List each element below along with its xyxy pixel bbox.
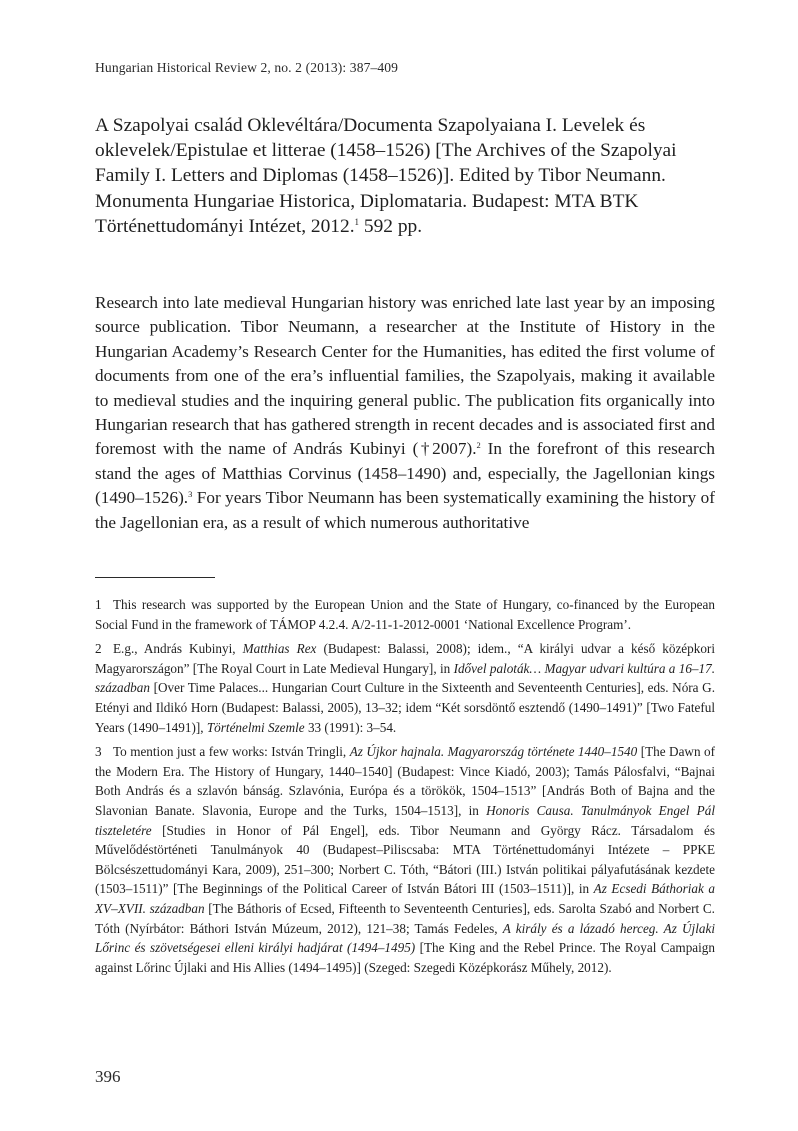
review-page-count: 592 pp. [359, 215, 423, 237]
body-text-segment: In the forefront of this research stand the ages of Matthias Corvinus (1458–1490) and, especially, the Jagellonian kings (1490–1526). [95, 439, 715, 508]
body-paragraph [95, 291, 715, 535]
footnote-italic-title: Idővel paloták… Magyar udvari kultúra a 16–17. században [95, 660, 715, 696]
footnote-number: 3 [95, 744, 102, 760]
footnote-text: E.g., András Kubinyi, [113, 641, 243, 657]
footnote-text: [The Dawn of the Modern Era. The History of Hungary, 1440–1540] (Budapest: Vince Kiadó, 2003); Tamás Pálosfalvi, “Bajnai Both András és a szlavón bánság. Szlavónia, Európa és a törökök, 1504–1513” [András Both of Bajna and the Slavonian Banate. Slavonia, Europe and the Turks, 1504–1513], in [95, 744, 716, 818]
footnote-text: This research was supported by the European Union and the State of Hungary, co-financed by the European Social Fund in the framework of TÁMOP 4.2.4. A/2-11-1-2012-0001 ‘National Excellence Program’. [95, 597, 715, 632]
footnote-text: 33 (1991): 3–54. [304, 719, 397, 735]
footnote-1 [95, 595, 715, 634]
footnote-2 [95, 639, 715, 737]
footnote-text: (Budapest: Balassi, 2008); idem., “A királyi udvar a késő középkori Magyarországon” [The Royal Court in Late Medieval Hungary], in [95, 641, 715, 676]
page-number: 396 [95, 1067, 121, 1086]
running-header: Hungarian Historical Review 2, no. 2 (2013): 387–409 [95, 60, 399, 75]
footnote-italic-title: A király és a lázadó herceg. Az Újlaki Lőrinc és szövetségesei elleni királyi hadjárat (1494–1495) [95, 920, 715, 956]
footnote-text: [Studies in Honor of Pál Engel], eds. Tibor Neumann and György Rácz. Társadalom és Művelődéstörténeti Tanulmányok 40 (Budapest–Piliscsaba: MTA Történettudományi Intézete – PPKE Bölcsészettudományi Kara, 2009), 251–300; Norbert C. Tóth, “Bátori (III.) István politikai pályafutásának kezdete (1503–1511)” [The Beginnings of the Political Career of István Bátori III (1503–1511)], in [95, 822, 715, 897]
body-text-segment: For years Tibor Neumann has been systematically examining the history of the Jagellonian era, as a result of which numerous authoritative [95, 488, 715, 532]
footnote-text: [Over Time Palaces... Hungarian Court Culture in the Sixteenth and Seventeenth Centuries], eds. Nóra G. Etényi and Ildikó Horn (Budapest: Balassi, 2005), 13–32; idem “Két sorsdöntő esztendő (1490–1491)” [Two Fateful Years (1490–1491)], [95, 680, 715, 735]
footnote-ref-2[interactable]: 2 [476, 440, 481, 451]
review-title-text: A Szapolyai család Oklevéltára/Documenta Szapolyaiana I. Levelek és oklevelek/Epistulae et litterae (1458–1526) [The Archives of the Szapolyai Family I. Letters and Diplomas (1458–1526)]. Edited by Tibor Neumann. Monumenta Hungariae Historica, Diplomataria. Budapest: MTA BTK Történettudományi Intézet, 2012. [95, 115, 677, 237]
footnote-number: 2 [95, 641, 102, 657]
footnote-divider [95, 577, 215, 578]
footnote-italic-title: Az Ecsedi Báthoriak a XV–XVII. században [95, 881, 715, 916]
footnote-ref-3[interactable]: 3 [188, 489, 193, 500]
footnote-text: To mention just a few works: István Tringli, [113, 744, 350, 760]
review-title [95, 113, 705, 239]
footnote-italic-title: Honoris Causa. Tanulmányok Engel Pál tiszteletére [95, 802, 715, 838]
footnote-italic-title: Az Újkor hajnala. Magyarország története 1440–1540 [349, 744, 638, 760]
footnotes [95, 595, 715, 982]
body-text [95, 291, 715, 535]
footnote-ref-1[interactable]: 1 [354, 216, 360, 227]
footnote-italic-title: Matthias Rex [242, 641, 317, 657]
footnote-3 [95, 742, 715, 977]
footnote-text: [The King and the Rebel Prince. The Royal Campaign against Lőrinc Újlaki and His Allies (1494–1495)] (Szeged: Szegedi Középkorász Műhely, 2012). [95, 940, 715, 975]
footnote-number: 1 [95, 597, 102, 612]
body-text-segment: Research into late medieval Hungarian history was enriched late last year by an imposing source publication. Tibor Neumann, a researcher at the Institute of History in the Hungarian Academy’s Research Center for the Humanities, has edited the first volume of documents from one of the era’s influential families, the Szapolyais, making it available to medieval studies and the inquiring general public. The publication fits organically into Hungarian research that has gathered strength in recent decades and is associated first and foremost with the name of András Kubinyi (†2007). [95, 293, 715, 459]
footnote-text: [The Báthoris of Ecsed, Fifteenth to Seventeenth Centuries], eds. Sarolta Szabó and Norbert C. Tóth (Nyírbátor: Báthori István Múzeum, 2012), 121–38; Tamás Fedeles, [95, 900, 715, 936]
footnote-italic-title: Történelmi Szemle [206, 719, 305, 735]
